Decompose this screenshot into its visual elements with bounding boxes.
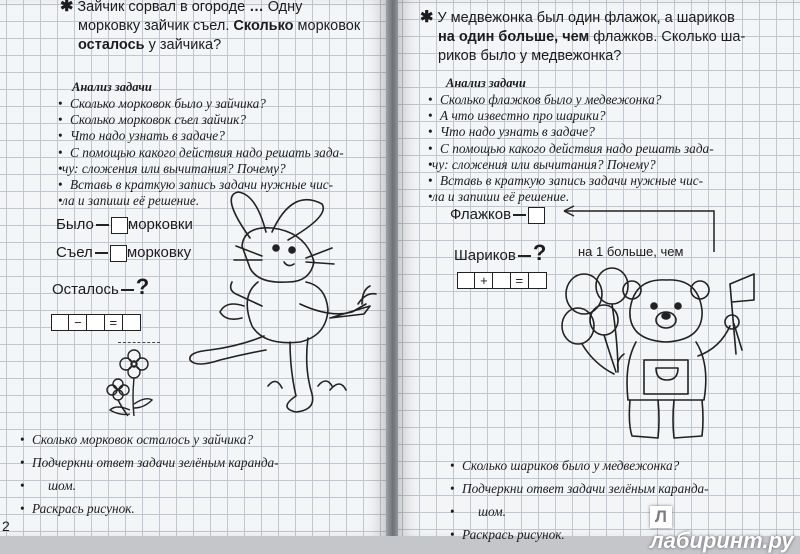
flower-illustration [104,344,164,418]
list-item: • А что известно про шарики? [428,108,796,124]
left-analysis-heading: Анализ задачи [72,80,152,94]
right-analysis-list [428,92,796,205]
left-bottom-list [20,428,390,520]
list-item: • Подчеркни ответ задачи зелёным каранда- [20,451,390,474]
list-item: • Сколько морковок съел зайчик? [58,112,388,128]
list-item-continued: • ла и запиши её решение. [58,193,388,209]
answer-box[interactable] [110,245,127,262]
list-item-continued: • шом. [450,500,796,523]
relation-label: на 1 больше, чем [578,244,684,259]
scheme-row-flags: Флажков [450,206,545,224]
bear-illustration [554,264,754,444]
answer-line [118,342,160,343]
answer-box[interactable] [111,217,128,234]
cell[interactable]: = [510,272,529,289]
scheme-row-eaten: Съел морковку [56,244,192,261]
left-task-text: ✱ Зайчик сорвал в огороде … Одну морковку зайчик съел. Сколько морковок осталось у зайчика? [60,0,361,53]
list-item-continued: • ла и запиши её решение. [428,189,796,205]
right-page [398,0,800,553]
cell[interactable] [528,272,547,289]
list-item: • Сколько шариков было у медвежонка? [450,454,796,477]
cell[interactable]: = [104,314,123,331]
list-item: • Вставь в краткую запись задачи нужные чис- [58,177,388,193]
solution-cells [52,314,141,331]
scheme-row-was: Было морковки [56,216,193,233]
cell[interactable] [86,314,105,331]
star-icon: ✱ [420,9,434,26]
list-item: • Вставь в краткую запись задачи нужные чис- [428,173,796,189]
labirint-logo-icon: Л [650,506,672,528]
list-item-continued: • шом. [20,474,390,497]
star-icon: ✱ [60,0,74,15]
cell[interactable] [492,272,511,289]
list-item: • Что надо узнать в задаче? [58,128,388,144]
scheme-row-balloons: Шариков ? [454,240,547,265]
cell[interactable] [122,314,141,331]
list-item: • Сколько морковок осталось у зайчика? [20,428,390,451]
list-item: • С помощью какого действия надо решать зада- [58,145,388,161]
solution-cells [458,272,547,289]
list-item: • Раскрась рисунок. [450,523,796,546]
cell[interactable]: − [68,314,87,331]
cell[interactable] [51,314,70,331]
list-item: • Сколько морковок было у зайчика? [58,96,388,112]
scheme-row-left: Осталось ? [52,274,150,299]
list-item: • Сколько флажков было у медвежонка? [428,92,796,108]
page-number: 2 [2,518,10,534]
list-item-continued: • чу: сложения или вычитания? Почему? [428,157,796,173]
list-item: • С помощью какого действия надо решать зада- [428,141,796,157]
list-item: • Раскрась рисунок. [20,497,390,520]
list-item: • Что надо узнать в задаче? [428,124,796,140]
list-item: • Подчеркни ответ задачи зелёным каранда- [450,477,796,500]
left-page [0,0,388,536]
watermark: Ллабиринт.ру [650,507,794,553]
answer-box[interactable] [528,207,545,224]
right-analysis-heading: Анализ задачи [446,76,526,90]
cell[interactable]: + [474,272,493,289]
rabbit-illustration [180,186,380,414]
cell[interactable] [457,272,476,289]
list-item-continued: • чу: сложения или вычитания? Почему? [58,161,388,177]
right-task-text: ✱ У медвежонка был один флажок, а шариков на один больше, чем флажков. Сколько ша- риков было у медвежонка? [420,9,746,64]
